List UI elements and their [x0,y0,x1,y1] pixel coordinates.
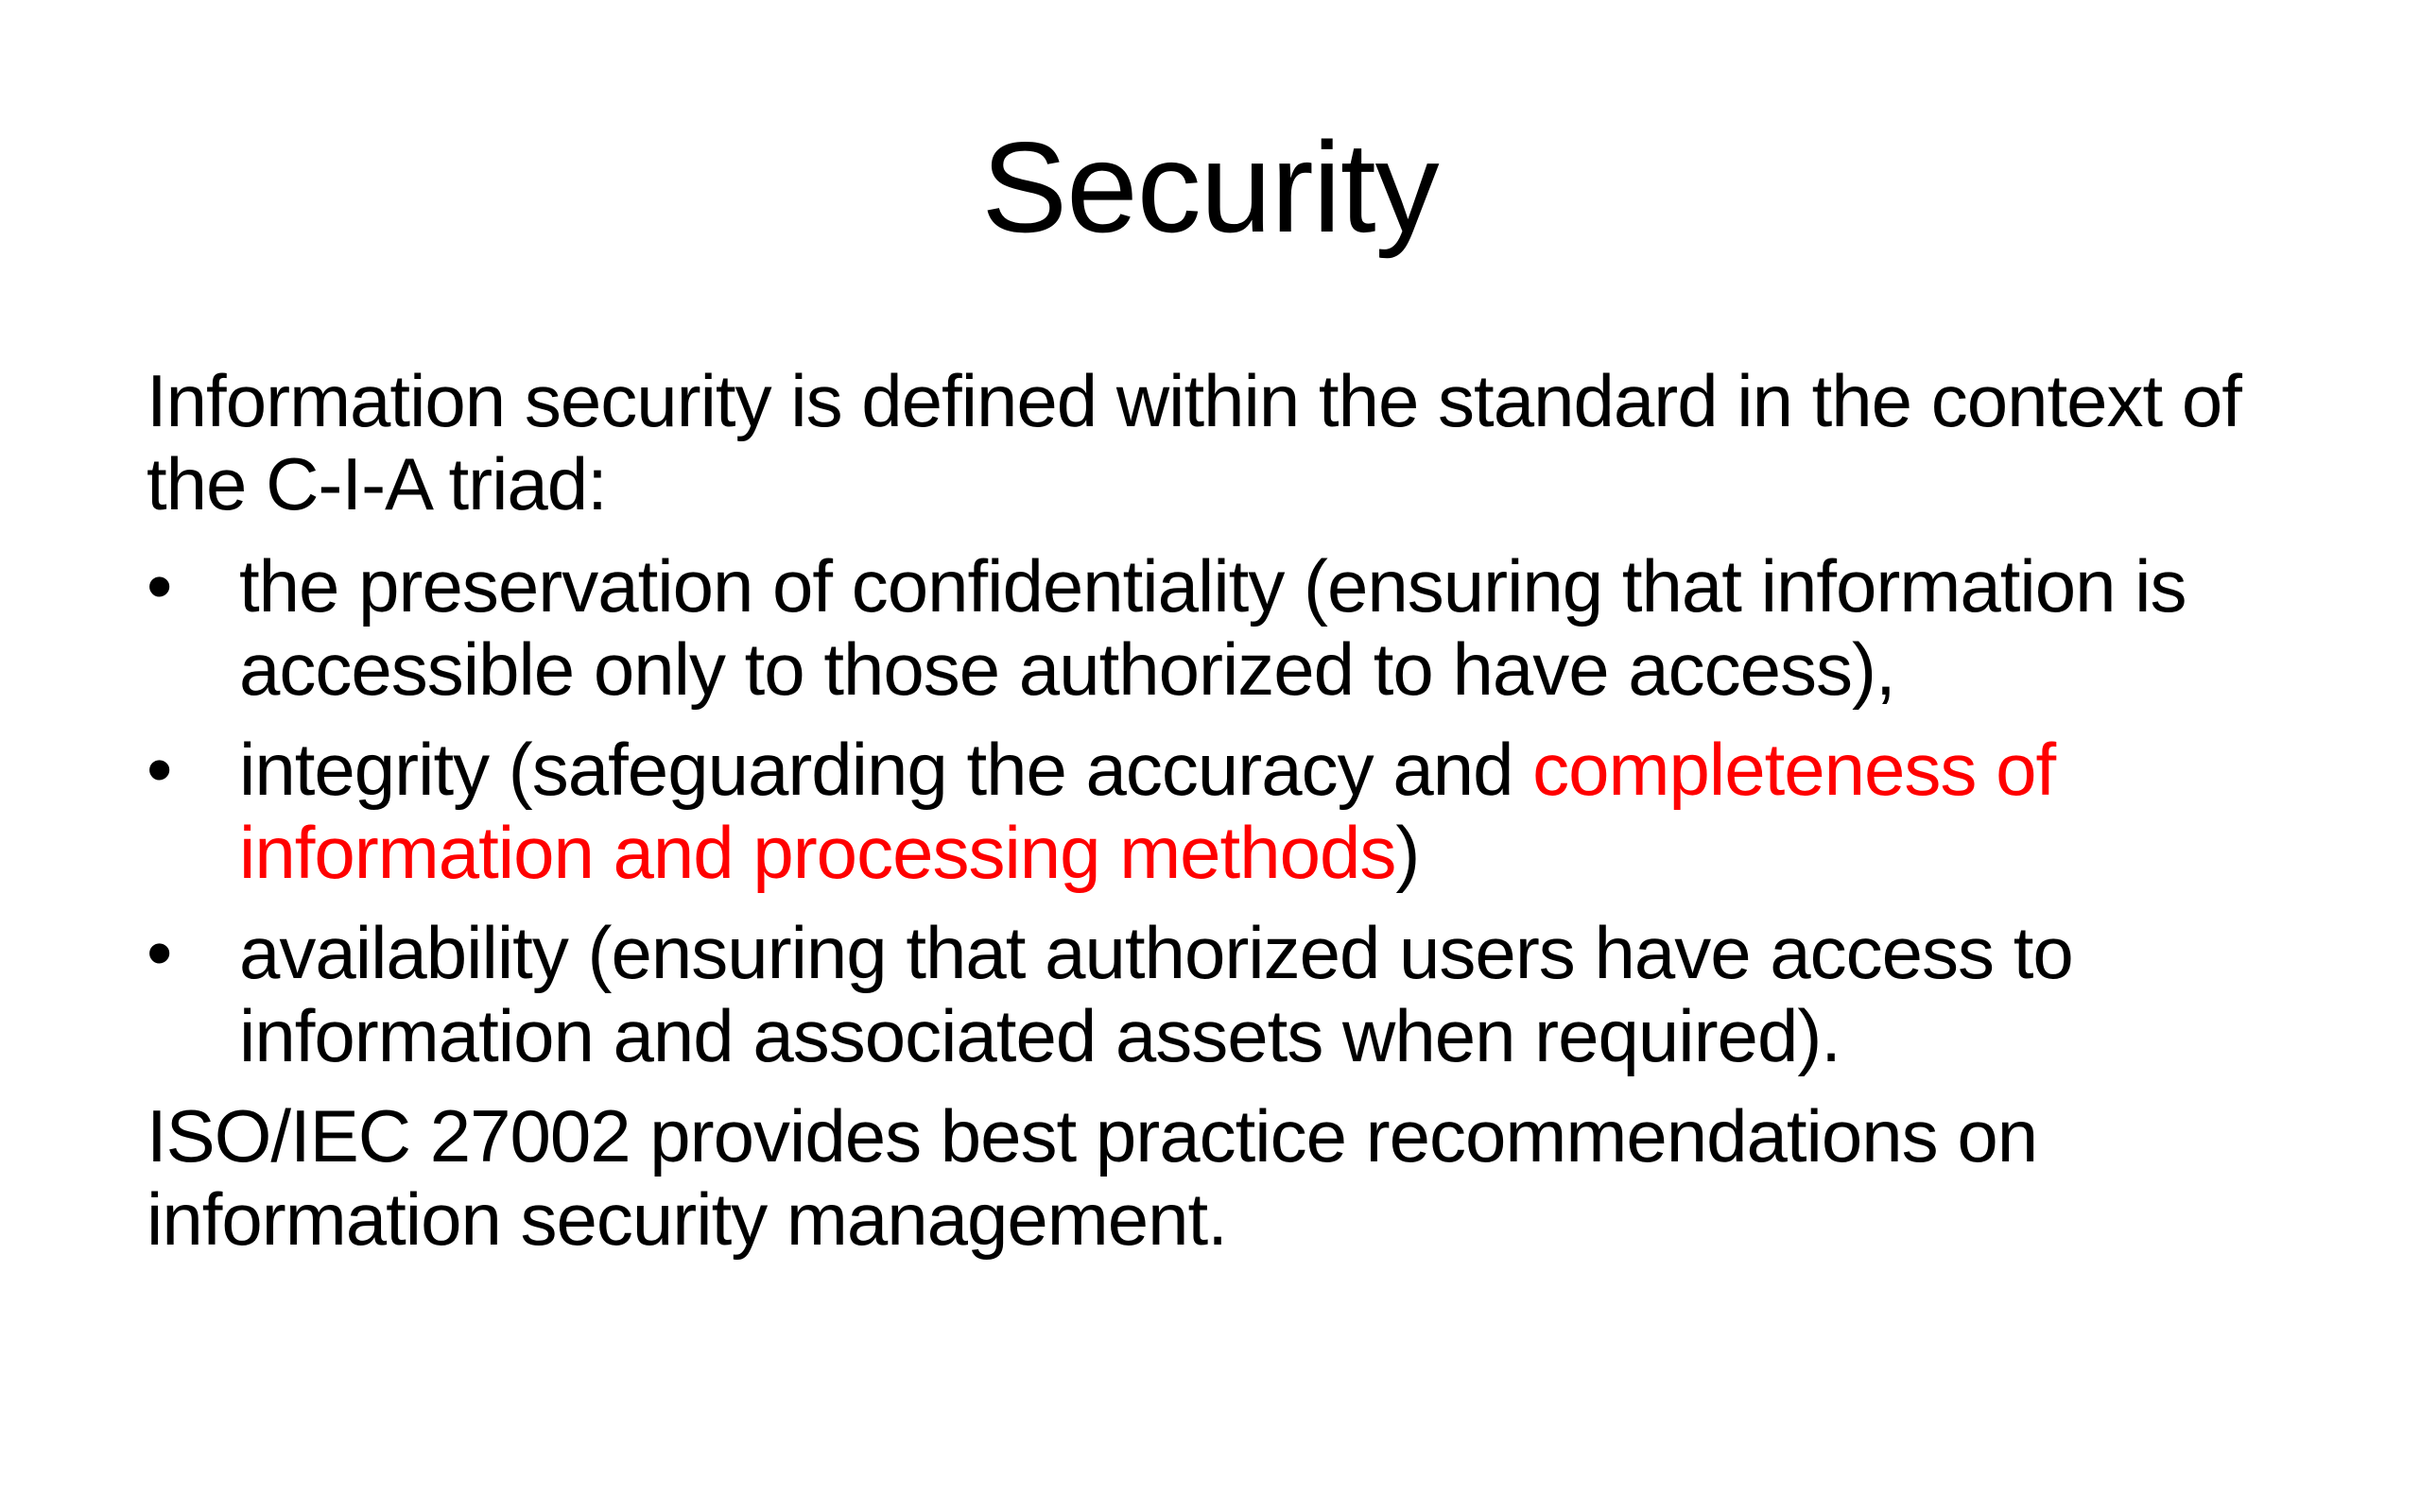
bullet-integrity [147,728,2321,894]
bullet-text: the preservation of confidentiality (ensuring that information is accessible only to those authorized to have access), [239,544,2187,711]
intro-paragraph: Information security is defined within the standard in the context of the C-I-A triad: [147,359,2241,525]
closing-paragraph: ISO/IEC 27002 provides best practice recommendations on information security management. [147,1094,2038,1261]
bullet-text-before: integrity (safeguarding the accuracy and [239,728,1533,811]
highlighted-text: completeness of information and processing methods [239,728,2056,894]
bullet-marker: • [147,911,172,994]
bullet-text-after: ) [1395,811,1420,894]
bullet-marker: • [147,728,172,811]
slide-body [147,359,2321,1261]
cia-bullet-list [147,544,2321,1077]
bullet-confidentiality [147,544,2321,711]
bullet-availability [147,911,2321,1077]
bullet-marker: • [147,544,172,627]
bullet-text: availability (ensuring that authorized users have access to information and associated assets when required). [239,911,2073,1077]
slide-title: Security [981,115,1439,259]
